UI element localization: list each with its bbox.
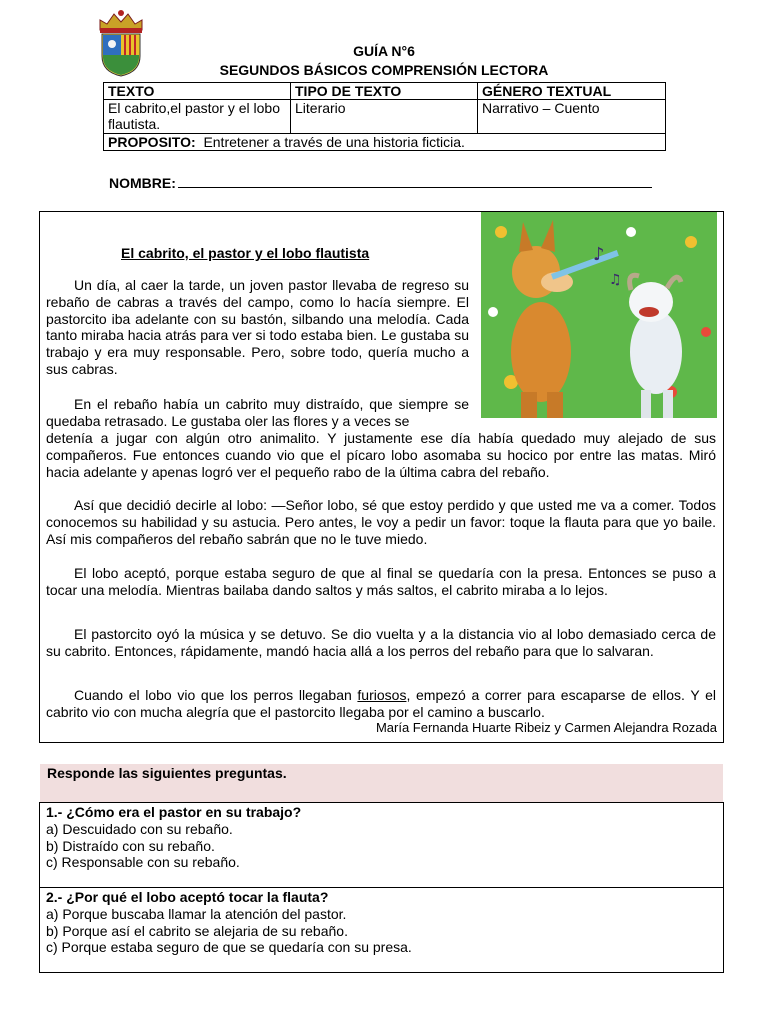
guide-title: GUÍA N°6 bbox=[353, 43, 415, 59]
purpose-value: Entretener a través de una historia ficticia. bbox=[203, 134, 465, 150]
purpose-label: PROPOSITO: bbox=[108, 134, 196, 150]
purpose-row bbox=[104, 134, 666, 151]
story-paragraph-1: Un día, al caer la tarde, un joven pastor llevaba de regreso su rebaño de cabras a través del campo, como lo hacía siempre. El pastorcito iba adelante con su bastón, silbando una melodía. Cada tanto miraba hacia atrás para ver si todo estaba bien. Le gustaba su trabajo y era muy responsable. Pero, sobre todo, quería mucho a sus cabras. bbox=[46, 277, 469, 377]
nombre-row bbox=[109, 173, 652, 191]
question-1-box bbox=[39, 802, 724, 888]
tipo-texto-value: Literario bbox=[291, 100, 478, 134]
nombre-blank-line[interactable] bbox=[178, 173, 652, 188]
story-paragraph-5: El pastorcito oyó la música y se detuvo. Se dio vuelta y a la distancia vio al lobo demasiado cerca de su cabrito. Entonces, rápidamente, mandó hacia allá a los perros del rebaño para que lo salvaran. bbox=[46, 626, 716, 659]
guide-subtitle: SEGUNDOS BÁSICOS COMPRENSIÓN LECTORA bbox=[219, 62, 549, 78]
wolf-goat-illustration-icon bbox=[481, 212, 717, 418]
story-paragraph-2a: En el rebaño había un cabrito muy distraído, que siempre se quedaba retrasado. Le gustaba oler las flores y a veces se bbox=[46, 396, 469, 429]
genero-textual-header: GÉNERO TEXTUAL bbox=[478, 83, 666, 100]
underlined-word: furiosos bbox=[357, 687, 407, 703]
story-authors: María Fernanda Huarte Ribeiz y Carmen Alejandra Rozada bbox=[375, 720, 717, 735]
tipo-texto-header: TIPO DE TEXTO bbox=[291, 83, 478, 100]
questions-heading: Responde las siguientes preguntas. bbox=[47, 765, 287, 781]
nombre-label: NOMBRE: bbox=[109, 175, 176, 191]
question-1-option-a[interactable]: a) Descuidado con su rebaño. bbox=[46, 820, 233, 837]
question-2: 2.- ¿Por qué el lobo aceptó tocar la flauta? bbox=[46, 889, 329, 905]
story-paragraph-3: Así que decidió decirle al lobo: —Señor lobo, sé que estoy perdido y que usted me va a comer. Todos conocemos su habilidad y su astucia. Pero antes, le voy a pedir un favor: toque la flauta para que yo baile. Así mis compañeros del rebaño sabrán que no le tuve miedo. bbox=[46, 497, 716, 547]
question-2-option-a[interactable]: a) Porque buscaba llamar la atención del pastor. bbox=[46, 905, 347, 922]
genero-textual-value: Narrativo – Cuento bbox=[478, 100, 666, 134]
question-2-box bbox=[39, 887, 724, 973]
texto-value: El cabrito,el pastor y el lobo flautista. bbox=[104, 100, 291, 134]
svg-text:♫: ♫ bbox=[609, 272, 622, 288]
story-paragraph-6: Cuando el lobo vio que los perros llegaban furiosos, empezó a correr para escaparse de ellos. Y el cabrito vio con mucha alegría que el pastorcito llegaba por el camino a buscarlo. bbox=[46, 687, 716, 720]
story-paragraph-4: El lobo aceptó, porque estaba seguro de que al final se quedaría con la presa. Entonces se puso a tocar una melodía. Mientras bailaba dando saltos y más saltos, el cabrito miraba a lo lejos. bbox=[46, 565, 716, 598]
question-2-option-b[interactable]: b) Porque así el cabrito se alejaria de su rebaño. bbox=[46, 922, 348, 939]
info-table bbox=[103, 82, 666, 151]
question-2-option-c[interactable]: c) Porque estaba seguro de que se quedaría con su presa. bbox=[46, 939, 412, 956]
question-1: 1.- ¿Cómo era el pastor en su trabajo? bbox=[46, 804, 302, 820]
question-1-option-c[interactable]: c) Responsable con su rebaño. bbox=[46, 854, 240, 871]
texto-header: TEXTO bbox=[104, 83, 291, 100]
story-title: El cabrito, el pastor y el lobo flautista bbox=[121, 245, 370, 261]
svg-text:♪: ♪ bbox=[593, 244, 605, 265]
question-1-option-b[interactable]: b) Distraído con su rebaño. bbox=[46, 837, 215, 854]
story-paragraph-2b: detenía a jugar con algún otro animalito. Y justamente ese día había quedado muy alejado de sus compañeros. Fue entonces cuando vio que el pícaro lobo asomaba su hocico por entre las matas. Miró hacia adelante y apenas logró ver el pequeño rabo de la última cabra del rebaño. bbox=[46, 430, 716, 480]
